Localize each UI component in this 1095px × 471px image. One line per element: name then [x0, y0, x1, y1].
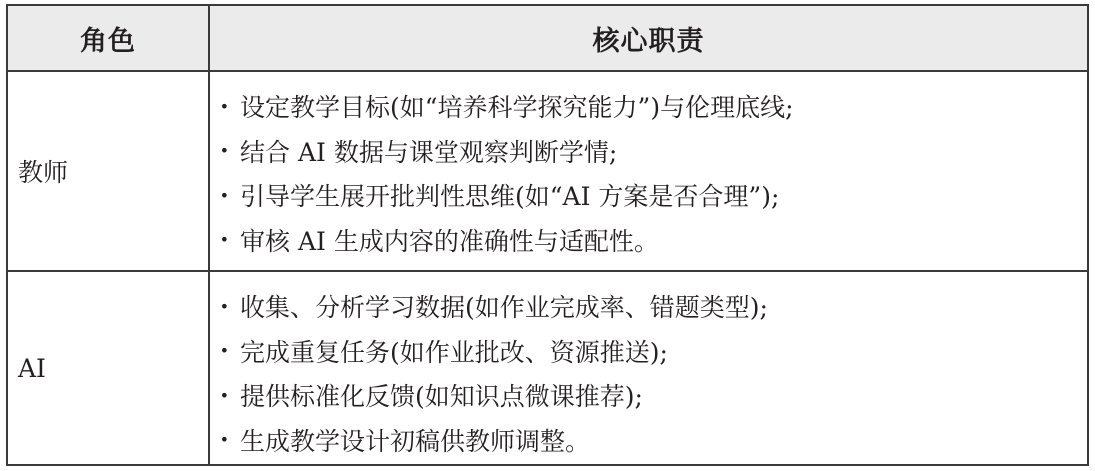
list-item: [220, 173, 1087, 218]
role-cell-ai: AI: [8, 272, 210, 464]
list-item: [220, 218, 1087, 263]
table-header-row: [8, 6, 1087, 72]
table-row-teacher: [8, 72, 1087, 272]
duty-text: 生成教学设计初稿供教师调整。: [240, 426, 591, 456]
list-item: [220, 329, 1087, 374]
list-item: [220, 284, 1087, 329]
duty-text: 设定教学目标(如“培养科学探究能力”)与伦理底线;: [240, 93, 794, 123]
duty-list-teacher: [220, 84, 1087, 262]
duty-text: 引导学生展开批判性思维(如“AI 方案是否合理”);: [240, 182, 780, 212]
bullet-dot: ·: [220, 225, 229, 255]
bullet-dot: ·: [220, 91, 229, 121]
bullet-dot: ·: [220, 336, 229, 366]
duty-text: 结合 AI 数据与课堂观察判断学情;: [240, 137, 618, 167]
duty-text: 审核 AI 生成内容的准确性与适配性。: [240, 226, 659, 256]
table-row-ai: [8, 272, 1087, 464]
header-role: 角色: [8, 6, 210, 70]
bullet-dot: ·: [220, 180, 229, 210]
duty-list-ai: [220, 284, 1087, 462]
duty-cell-ai: [210, 272, 1087, 464]
header-duty: 核心职责: [592, 25, 705, 57]
duty-text: 提供标准化反馈(如知识点微课推荐);: [240, 382, 643, 412]
bullet-dot: ·: [220, 425, 229, 455]
bullet-dot: ·: [220, 380, 229, 410]
list-item: [220, 129, 1087, 174]
bullet-dot: ·: [220, 291, 229, 321]
list-item: [220, 373, 1087, 418]
list-item: [220, 418, 1087, 463]
bullet-dot: ·: [220, 136, 229, 166]
role-duty-table: [6, 4, 1089, 466]
role-cell-teacher: 教师: [8, 72, 210, 270]
list-item: [220, 84, 1087, 129]
duty-cell-teacher: [210, 72, 1087, 270]
duty-text: 收集、分析学习数据(如作业完成率、错题类型);: [240, 293, 768, 323]
duty-text: 完成重复任务(如作业批改、资源推送);: [240, 337, 668, 367]
